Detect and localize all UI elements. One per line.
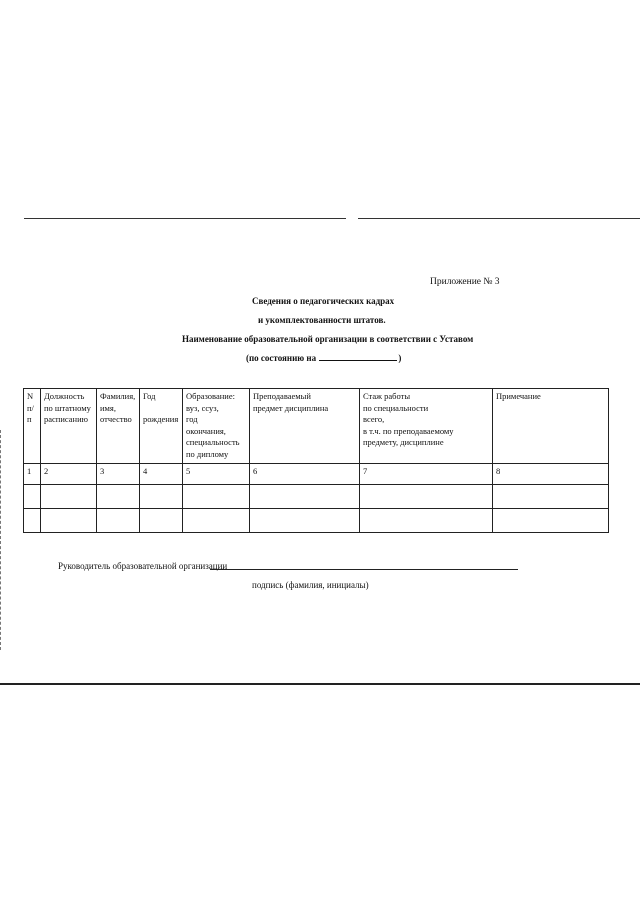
table-cell[interactable] <box>360 485 493 509</box>
staff-table <box>23 388 609 533</box>
table-cell[interactable] <box>24 509 41 533</box>
signature-line[interactable] <box>210 569 518 570</box>
header-cell-number: N п/п <box>24 389 41 464</box>
header-cell-subject: Преподаваемый предмет дисциплина <box>250 389 360 464</box>
as-of-suffix: ) <box>398 353 402 363</box>
annex-label: Приложение № 3 <box>430 277 500 287</box>
table-cell[interactable] <box>24 485 41 509</box>
table-header-row <box>24 389 609 464</box>
column-number-cell: 5 <box>183 464 250 485</box>
table-cell[interactable] <box>493 485 609 509</box>
table-cell[interactable] <box>360 509 493 533</box>
table-cell[interactable] <box>183 509 250 533</box>
table-cell[interactable] <box>183 485 250 509</box>
table-cell[interactable] <box>41 485 97 509</box>
table-cell[interactable] <box>97 485 140 509</box>
table-cell[interactable] <box>493 509 609 533</box>
column-number-cell: 2 <box>41 464 97 485</box>
table-cell[interactable] <box>140 509 183 533</box>
table-row <box>24 509 609 533</box>
column-number-cell: 7 <box>360 464 493 485</box>
scan-margin-marks <box>0 430 4 650</box>
table-cell[interactable] <box>97 509 140 533</box>
table-cell[interactable] <box>140 485 183 509</box>
as-of-date-line <box>246 352 401 363</box>
column-number-cell: 6 <box>250 464 360 485</box>
column-number-cell: 8 <box>493 464 609 485</box>
header-cell-education: Образование: вуз, ссуз, год окончания, специальность по диплому <box>183 389 250 464</box>
column-number-cell: 3 <box>97 464 140 485</box>
title-line-3: Наименование образовательной организации в соответствии с Уставом <box>182 334 474 344</box>
header-cell-birth-year: Год рождения <box>140 389 183 464</box>
header-cell-position: Должность по штатному расписанию <box>41 389 97 464</box>
table-cell[interactable] <box>250 509 360 533</box>
table-cell[interactable] <box>41 509 97 533</box>
header-cell-experience: Стаж работы по специальности всего, в т.ч. по преподаваемому предмету, дисциплине <box>360 389 493 464</box>
header-cell-note: Примечание <box>493 389 609 464</box>
top-divider-right <box>358 218 640 219</box>
signature-caption: подпись (фамилия, инициалы) <box>252 580 369 590</box>
title-line-2: и укомплектованности штатов. <box>258 315 386 325</box>
table-cell[interactable] <box>250 485 360 509</box>
column-number-cell: 1 <box>24 464 41 485</box>
signature-label: Руководитель образовательной организации <box>58 561 228 571</box>
header-cell-full-name: Фамилия, имя, отчество <box>97 389 140 464</box>
bottom-divider <box>0 683 640 685</box>
title-line-1: Сведения о педагогических кадрах <box>252 296 395 306</box>
table-row <box>24 485 609 509</box>
as-of-prefix: (по состоянию на <box>246 353 317 363</box>
as-of-date-blank[interactable] <box>319 352 397 361</box>
top-divider-left <box>24 218 346 219</box>
column-number-cell: 4 <box>140 464 183 485</box>
table-numbering-row <box>24 464 609 485</box>
